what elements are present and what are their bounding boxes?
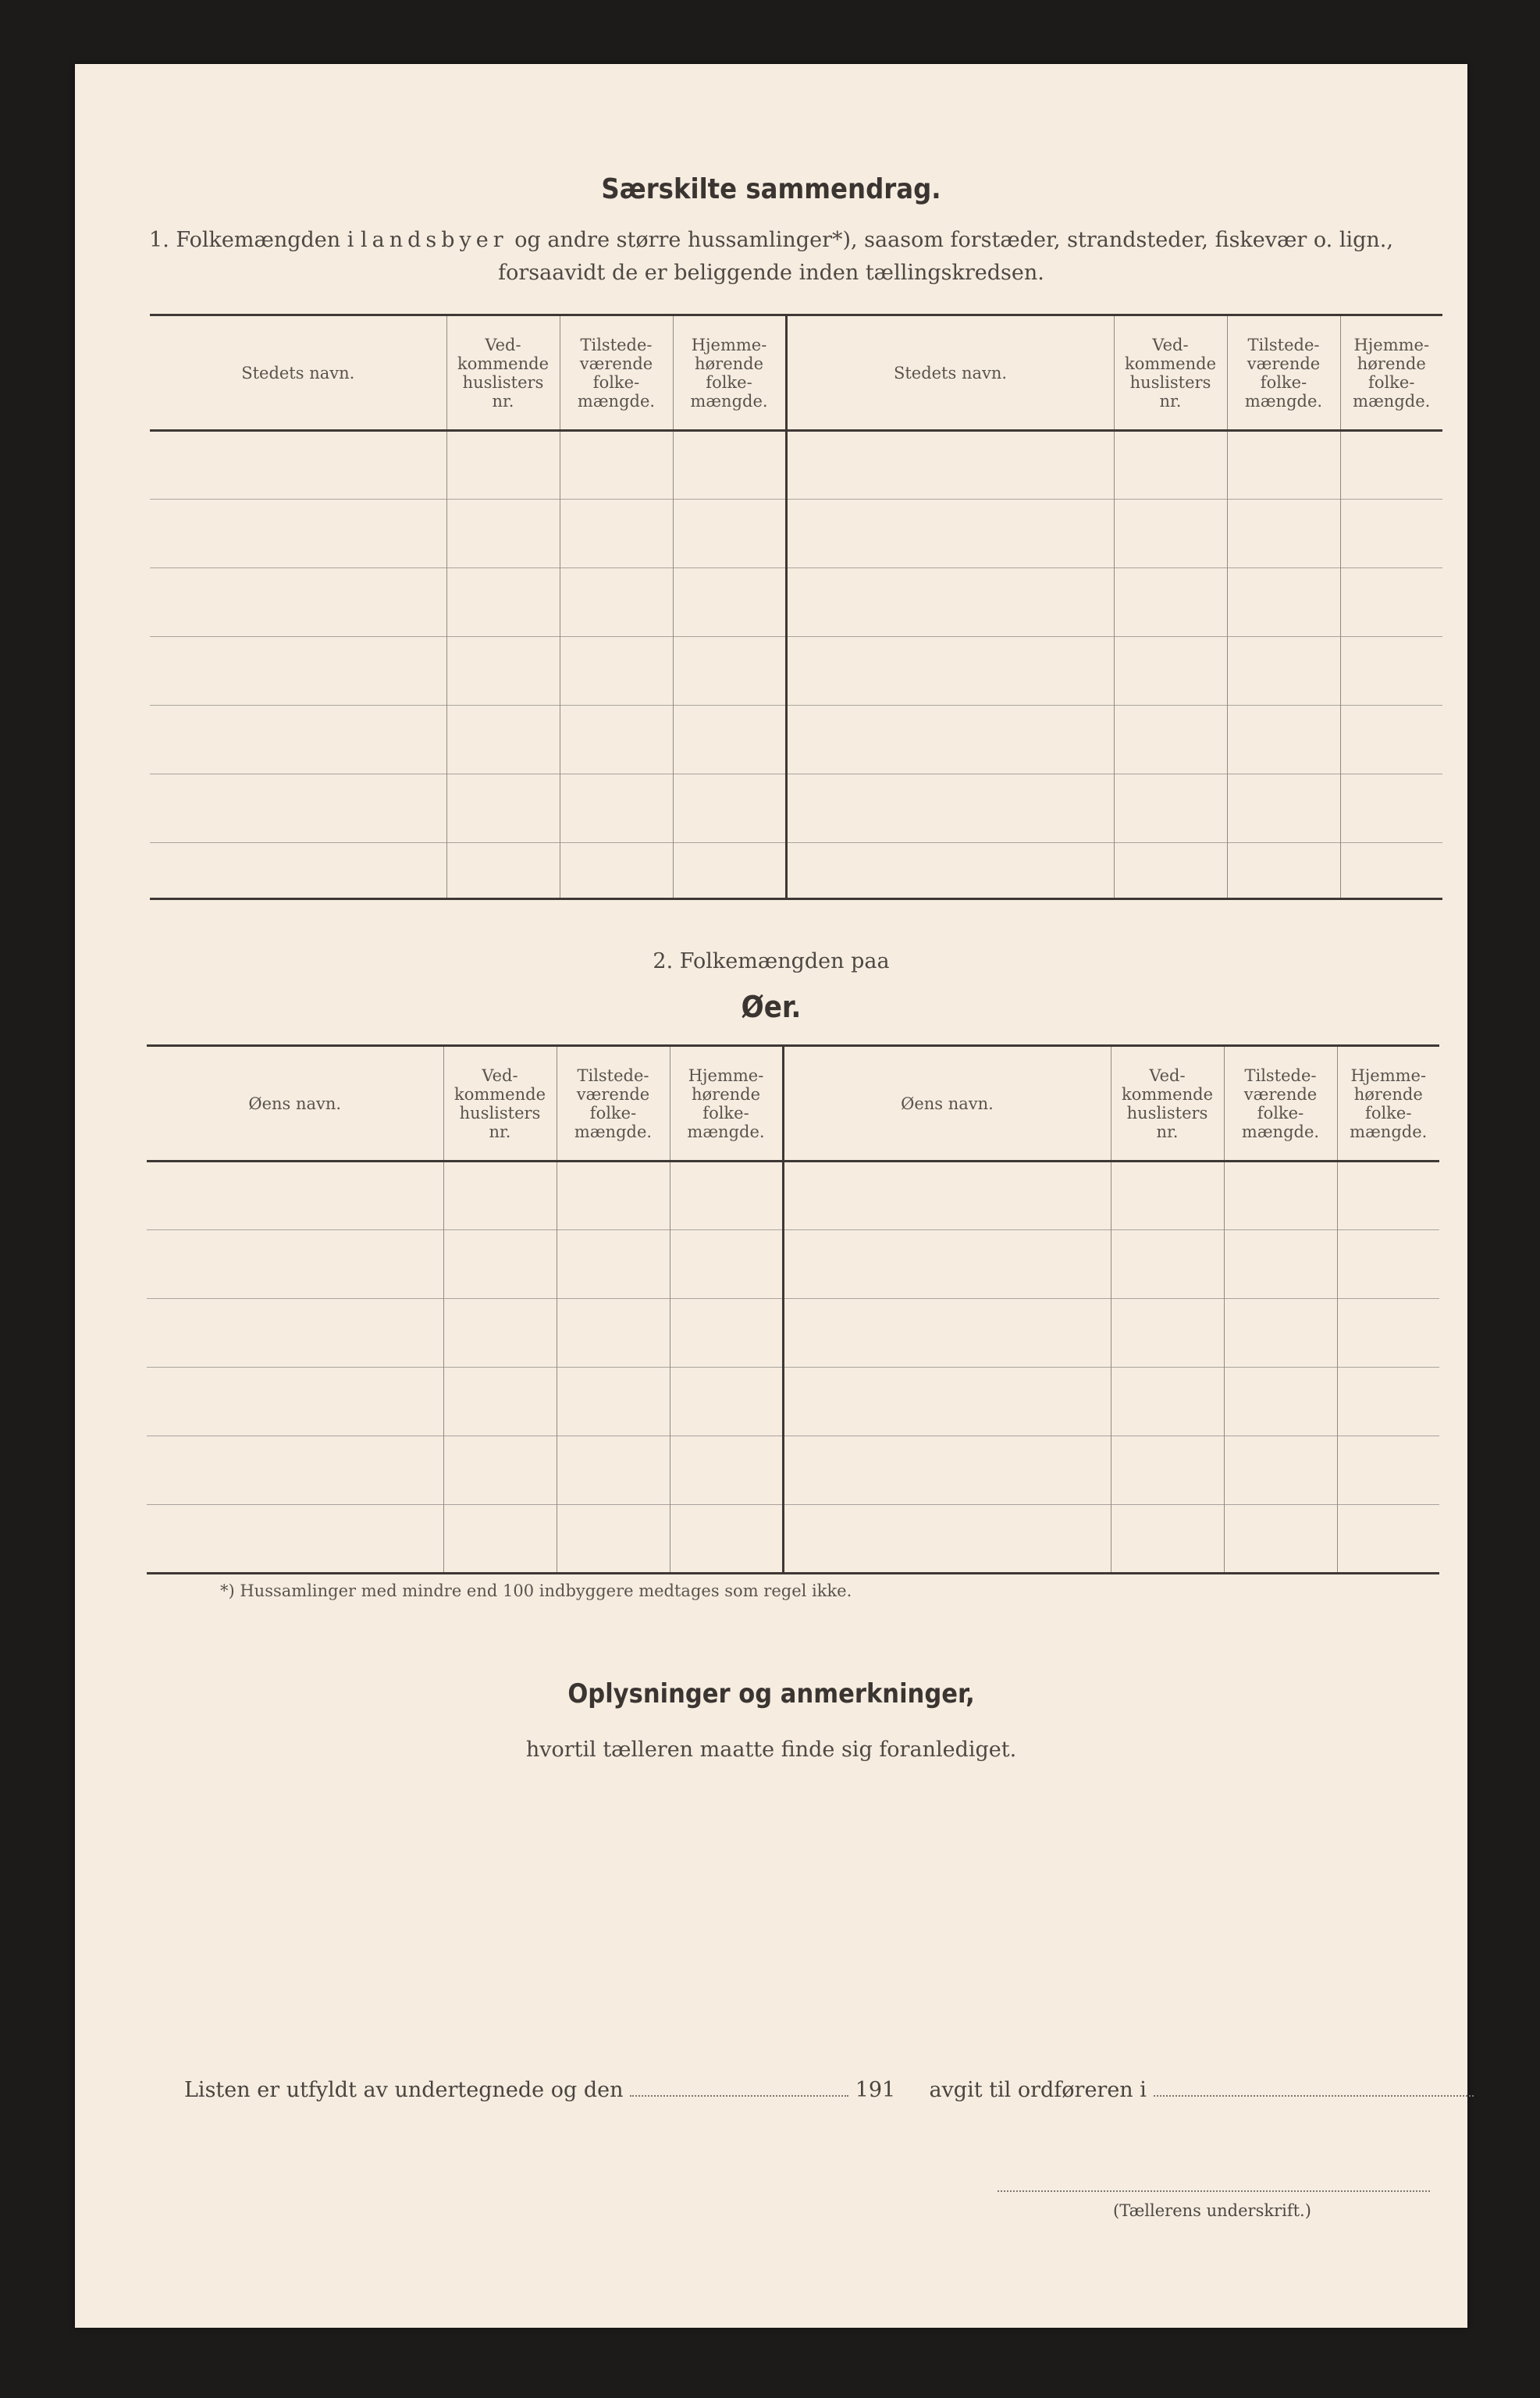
- table-cell[interactable]: [783, 1368, 1111, 1436]
- table-cell[interactable]: [1111, 1230, 1224, 1299]
- table-row: [150, 637, 1442, 706]
- table-cell[interactable]: [147, 1162, 443, 1230]
- table-cell[interactable]: [1227, 774, 1340, 843]
- table-row: [150, 431, 1442, 500]
- table-cell[interactable]: [786, 843, 1114, 899]
- table-cell[interactable]: [1337, 1299, 1439, 1368]
- table-cell[interactable]: [786, 568, 1114, 637]
- table-cell[interactable]: [443, 1230, 557, 1299]
- table-cell[interactable]: [673, 843, 786, 899]
- table-cell[interactable]: [446, 431, 560, 500]
- table-row: [147, 1299, 1439, 1368]
- table-cell[interactable]: [673, 637, 786, 706]
- signature-year: 191: [855, 2078, 896, 2102]
- table-cell[interactable]: [1111, 1368, 1224, 1436]
- table-cell[interactable]: [1224, 1368, 1337, 1436]
- table-cell[interactable]: [560, 568, 673, 637]
- table-row: [147, 1162, 1439, 1230]
- table-cell[interactable]: [1114, 843, 1227, 899]
- table-cell[interactable]: [783, 1162, 1111, 1230]
- table-cell[interactable]: [560, 431, 673, 500]
- table-cell[interactable]: [1227, 431, 1340, 500]
- table-cell[interactable]: [670, 1436, 783, 1505]
- table-cell[interactable]: [783, 1230, 1111, 1299]
- table-cell[interactable]: [560, 500, 673, 568]
- table-cell[interactable]: [557, 1368, 670, 1436]
- table-cell[interactable]: [147, 1299, 443, 1368]
- table-cell[interactable]: [673, 500, 786, 568]
- footnote: *) Hussamlinger med mindre end 100 indbyggere medtages som regel ikke.: [220, 1581, 852, 1600]
- table-cell[interactable]: [673, 706, 786, 774]
- table-cell[interactable]: [1224, 1162, 1337, 1230]
- table-row: [150, 706, 1442, 774]
- table-cell[interactable]: [1337, 1436, 1439, 1505]
- table-cell[interactable]: [147, 1505, 443, 1574]
- section1-intro-spaced: landsbyer: [360, 228, 508, 252]
- table-cell[interactable]: [1114, 431, 1227, 500]
- table-cell[interactable]: [1227, 637, 1340, 706]
- table-cell[interactable]: [150, 568, 446, 637]
- table-cell[interactable]: [443, 1299, 557, 1368]
- table-cell[interactable]: [1224, 1436, 1337, 1505]
- section1-header-right-2: Ved- kommende huslisters nr.: [1114, 315, 1227, 431]
- table-cell[interactable]: [1111, 1436, 1224, 1505]
- table-row: [147, 1368, 1439, 1436]
- table-cell[interactable]: [560, 843, 673, 899]
- table-cell[interactable]: [446, 637, 560, 706]
- table-cell[interactable]: [1227, 500, 1340, 568]
- table-row: [150, 843, 1442, 899]
- table-cell[interactable]: [670, 1162, 783, 1230]
- municipality-field[interactable]: [1154, 2095, 1474, 2097]
- table-cell[interactable]: [783, 1505, 1111, 1574]
- table-cell[interactable]: [446, 843, 560, 899]
- remarks-subtitle: hvortil tælleren maatte finde sig foranlediget.: [525, 1738, 1017, 1762]
- section1-header-left-3: Tilstede- værende folke- mængde.: [560, 315, 673, 431]
- table-cell[interactable]: [1340, 431, 1442, 500]
- table-row: [150, 500, 1442, 568]
- table-cell[interactable]: [1114, 706, 1227, 774]
- section2-intro: 2. Folkemængden paa: [653, 949, 890, 973]
- section2-header-left-4: Hjemme- hørende folke- mængde.: [670, 1046, 783, 1162]
- table-cell[interactable]: [557, 1299, 670, 1368]
- table-cell[interactable]: [1340, 843, 1442, 899]
- section2-header-left-1: Øens navn.: [147, 1046, 443, 1162]
- table-cell[interactable]: [147, 1230, 443, 1299]
- table-cell[interactable]: [560, 706, 673, 774]
- table-row: [147, 1436, 1439, 1505]
- section2-header-right-2: Ved- kommende huslisters nr.: [1111, 1046, 1224, 1162]
- table-cell[interactable]: [1340, 500, 1442, 568]
- table-cell[interactable]: [1111, 1505, 1224, 1574]
- table-cell[interactable]: [150, 500, 446, 568]
- section1-header-left-4: Hjemme- hørende folke- mængde.: [673, 315, 786, 431]
- table-cell[interactable]: [446, 568, 560, 637]
- section2-title: Øer.: [741, 990, 802, 1024]
- section2-header-right-3: Tilstede- værende folke- mængde.: [1224, 1046, 1337, 1162]
- table-cell[interactable]: [446, 500, 560, 568]
- table-cell[interactable]: [1337, 1162, 1439, 1230]
- table-cell[interactable]: [786, 637, 1114, 706]
- census-form-page: [75, 64, 1467, 2328]
- table-cell[interactable]: [1227, 843, 1340, 899]
- table-cell[interactable]: [147, 1368, 443, 1436]
- table-cell[interactable]: [670, 1505, 783, 1574]
- table-row: [150, 774, 1442, 843]
- table-cell[interactable]: [1227, 568, 1340, 637]
- table-cell[interactable]: [786, 431, 1114, 500]
- table-cell[interactable]: [446, 774, 560, 843]
- table-cell[interactable]: [1224, 1299, 1337, 1368]
- table-cell[interactable]: [557, 1436, 670, 1505]
- signature-line: [184, 2078, 1474, 2102]
- table-cell[interactable]: [783, 1299, 1111, 1368]
- table-cell[interactable]: [150, 706, 446, 774]
- date-field[interactable]: [630, 2095, 848, 2097]
- section2-header-left-3: Tilstede- værende folke- mængde.: [557, 1046, 670, 1162]
- table-cell[interactable]: [1337, 1368, 1439, 1436]
- table-cell[interactable]: [1114, 500, 1227, 568]
- table-cell[interactable]: [1114, 774, 1227, 843]
- table-cell[interactable]: [673, 774, 786, 843]
- table-cell[interactable]: [670, 1368, 783, 1436]
- section1-intro-rest: og andre større hussamlinger*), saasom forstæder, strandsteder, fiskevær o. lign.,: [514, 228, 1393, 252]
- section2-header-left-2: Ved- kommende huslisters nr.: [443, 1046, 557, 1162]
- table-cell[interactable]: [786, 500, 1114, 568]
- table-cell[interactable]: [1337, 1505, 1439, 1574]
- table-cell[interactable]: [1114, 568, 1227, 637]
- table-cell[interactable]: [147, 1436, 443, 1505]
- table-cell[interactable]: [1340, 706, 1442, 774]
- table-cell[interactable]: [1111, 1162, 1224, 1230]
- table-cell[interactable]: [557, 1230, 670, 1299]
- section1-intro-line2: forsaavidt de er beliggende inden tællingskredsen.: [498, 261, 1044, 285]
- table-cell[interactable]: [783, 1436, 1111, 1505]
- table-cell[interactable]: [1224, 1505, 1337, 1574]
- table-cell[interactable]: [673, 568, 786, 637]
- table-cell[interactable]: [150, 637, 446, 706]
- table-cell[interactable]: [673, 431, 786, 500]
- remarks-title: Oplysninger og anmerkninger,: [567, 1678, 975, 1710]
- table-cell[interactable]: [1340, 568, 1442, 637]
- signature-text-before: Listen er utfyldt av undertegnede og den: [184, 2078, 624, 2102]
- table-cell[interactable]: [1337, 1230, 1439, 1299]
- section1-header-right-3: Tilstede- værende folke- mængde.: [1227, 315, 1340, 431]
- table-cell[interactable]: [1224, 1230, 1337, 1299]
- table-cell[interactable]: [443, 1368, 557, 1436]
- section1-intro-line1: [75, 228, 1467, 252]
- section1-header-right-1: Stedets navn.: [786, 315, 1114, 431]
- table-cell[interactable]: [1340, 637, 1442, 706]
- section2-header-right-4: Hjemme- hørende folke- mængde.: [1337, 1046, 1439, 1162]
- section1-header-left-1: Stedets navn.: [150, 315, 446, 431]
- section1-table: [150, 314, 1442, 900]
- table-cell[interactable]: [1114, 637, 1227, 706]
- table-cell[interactable]: [560, 637, 673, 706]
- signature-field[interactable]: [998, 2190, 1430, 2192]
- table-cell[interactable]: [670, 1299, 783, 1368]
- table-cell[interactable]: [443, 1505, 557, 1574]
- table-cell[interactable]: [150, 431, 446, 500]
- table-cell[interactable]: [1340, 774, 1442, 843]
- table-row: [147, 1505, 1439, 1574]
- table-cell[interactable]: [446, 706, 560, 774]
- table-cell[interactable]: [670, 1230, 783, 1299]
- table-cell[interactable]: [150, 774, 446, 843]
- table-cell[interactable]: [443, 1436, 557, 1505]
- signature-text-after: avgit til ordføreren i: [929, 2078, 1147, 2102]
- section1-intro-start: 1. Folkemængden i: [149, 228, 354, 252]
- section1-header-right-4: Hjemme- hørende folke- mængde.: [1340, 315, 1442, 431]
- table-cell[interactable]: [557, 1162, 670, 1230]
- section2-table: [147, 1044, 1439, 1574]
- table-cell[interactable]: [557, 1505, 670, 1574]
- table-cell[interactable]: [150, 843, 446, 899]
- page-heading: Særskilte sammendrag.: [601, 173, 941, 205]
- table-row: [150, 568, 1442, 637]
- table-row: [147, 1230, 1439, 1299]
- table-cell[interactable]: [786, 706, 1114, 774]
- table-cell[interactable]: [786, 774, 1114, 843]
- signature-label: (Tællerens underskrift.): [1113, 2201, 1311, 2220]
- table-cell[interactable]: [1111, 1299, 1224, 1368]
- section1-header-left-2: Ved- kommende huslisters nr.: [446, 315, 560, 431]
- table-cell[interactable]: [560, 774, 673, 843]
- section2-header-right-1: Øens navn.: [783, 1046, 1111, 1162]
- table-cell[interactable]: [1227, 706, 1340, 774]
- table-cell[interactable]: [443, 1162, 557, 1230]
